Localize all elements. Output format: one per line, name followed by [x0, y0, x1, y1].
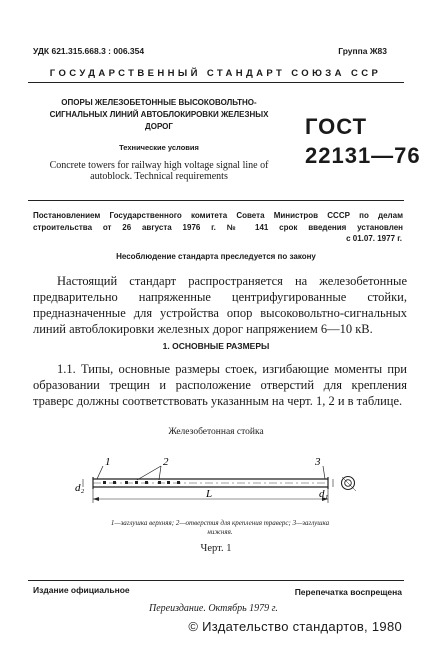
document-title-ru: ОПОРЫ ЖЕЛЕЗОБЕТОННЫЕ ВЫСОКОВОЛЬТНО-СИГНАЛЬНЫХ ЛИНИЙ АВТОБЛОКИРОВКИ ЖЕЛЕЗНЫХ ДОРОГ — [49, 98, 269, 131]
section-heading: 1. ОСНОВНЫЕ РАЗМЕРЫ — [162, 341, 270, 351]
state-standard-heading: ГОСУДАРСТВЕННЫЙ СТАНДАРТ СОЮЗА ССР — [49, 68, 382, 79]
decree-text: Постановлением Государственного комитета Совета Министров СССР по делам строительства от 26 августа 1976 г. № 141 срок введения установлен — [33, 211, 403, 232]
top-divider — [28, 82, 404, 83]
concrete-pole-drawing — [75, 455, 365, 517]
law-notice: Несоблюдение стандарта преследуется по закону — [116, 252, 316, 261]
traverse-holes — [103, 481, 180, 484]
effective-date: с 01.07. 1977 г. — [346, 234, 402, 243]
republication-note: Переиздание. Октябрь 1979 г. — [149, 603, 278, 614]
label-bottom-cap: 3 — [315, 456, 321, 468]
group-code: Группа Ж83 — [338, 46, 387, 56]
edition-official: Издание официальное — [33, 585, 130, 595]
section-paragraph: 1.1. Типы, основные размеры стоек, изгибающие моменты при образовании трещин и расположение отверстий для крепления траверс должны соответствовать указанным на черт. 1, 2 и в таблице. — [33, 362, 407, 408]
reprint-notice: Перепечатка воспрещена — [294, 587, 402, 597]
middle-divider — [28, 200, 404, 201]
label-length: L — [206, 488, 213, 500]
label-d1: d₁ — [319, 488, 329, 500]
publisher-copyright: © Издательство стандартов, 1980 — [188, 619, 402, 634]
drawing-number: Черт. 1 — [200, 543, 232, 554]
label-top-cap: 1 — [105, 456, 111, 468]
figure-title: Железобетонная стойка — [168, 427, 264, 437]
technical-conditions-subtitle: Технические условия — [119, 143, 199, 152]
udk-code: УДК 621.315.668.3 : 006.354 — [33, 46, 145, 56]
gost-number: 22131—76 — [305, 143, 421, 168]
intro-paragraph: Настоящий стандарт распространяется на железобетонные предварительно напряженные центрифугированные стойки, предназначенные для устройства опор высоковольтно-сигнальных линий автоблокировки железных дорог напряжением 6—10 кВ. — [33, 274, 407, 336]
document-title-en: Concrete towers for railway high voltage signal line of autoblock. Technical requirements — [49, 160, 269, 182]
gost-label: ГОСТ — [305, 114, 368, 139]
label-holes: 2 — [163, 456, 169, 468]
figure-caption: 1—заглушка верхняя; 2—отверстия для крепления траверс; 3—заглушка нижняя. — [110, 519, 330, 536]
bottom-divider — [28, 580, 404, 581]
label-d2: d₂ — [75, 482, 85, 494]
